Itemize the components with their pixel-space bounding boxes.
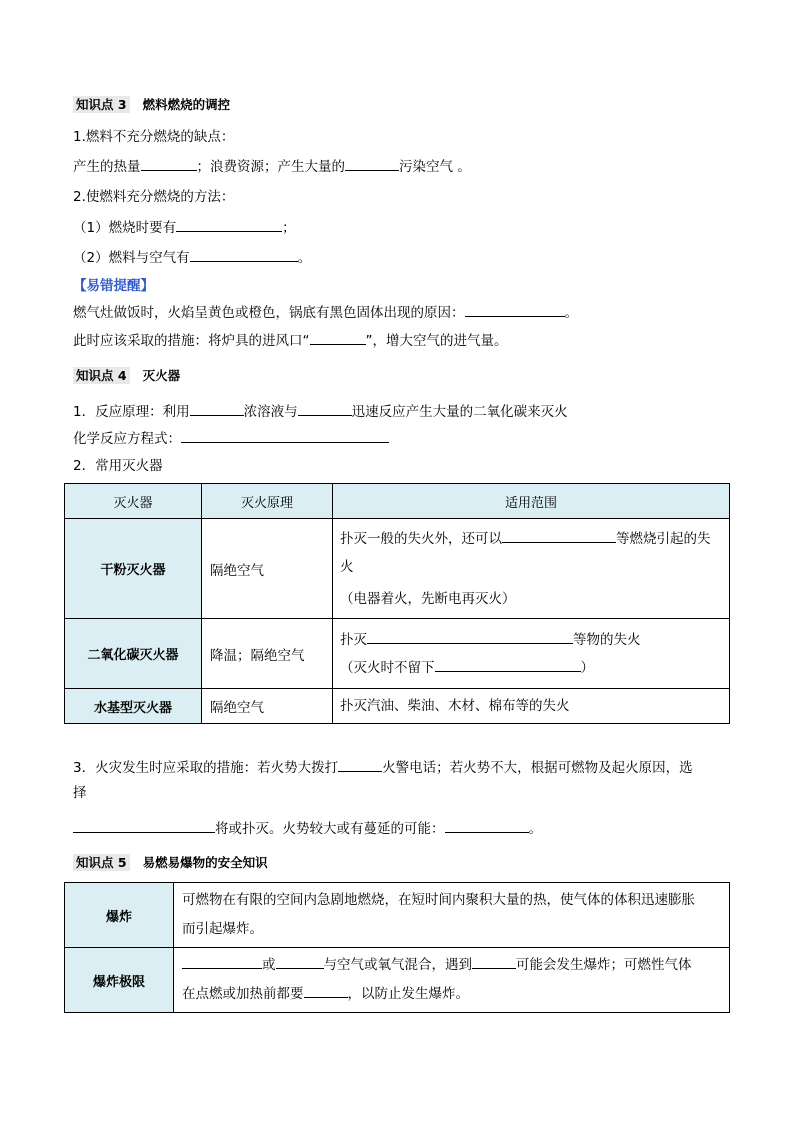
table-row bbox=[65, 948, 730, 1013]
blank[interactable] bbox=[181, 428, 389, 443]
extinguisher-name: 二氧化碳灭火器 bbox=[65, 619, 202, 689]
blank[interactable] bbox=[141, 156, 197, 171]
s4-principle: 1．反应原理：利用 浓溶液与 迅速反应产生大量的二氧化碳来灭火 bbox=[73, 401, 568, 422]
s3-method-2: （2）燃料与空气有 。 bbox=[73, 247, 311, 268]
section-5-heading bbox=[73, 853, 268, 873]
extinguisher-principle: 隔绝空气 bbox=[202, 519, 333, 619]
section-4-title: 灭火器 bbox=[142, 368, 181, 383]
s3-point-1: 1.燃料不充分燃烧的缺点： bbox=[73, 129, 235, 145]
s4-common-extinguishers: 2．常用灭火器 bbox=[73, 458, 163, 474]
blank[interactable] bbox=[502, 528, 616, 543]
section-5-title: 易燃易爆物的安全知识 bbox=[142, 855, 268, 870]
extinguisher-scope: 扑灭 等物的失火 （灭火时不留下 ） bbox=[333, 619, 730, 689]
blank[interactable] bbox=[465, 302, 565, 317]
blank[interactable] bbox=[190, 401, 244, 416]
term-explosion-limit: 爆炸极限 bbox=[65, 948, 174, 1013]
table-row bbox=[65, 883, 730, 948]
blank[interactable] bbox=[345, 156, 399, 171]
section-3-heading bbox=[73, 95, 230, 115]
blank[interactable] bbox=[435, 657, 581, 672]
section-4-heading bbox=[73, 366, 180, 386]
s4-fire-measures-end: 将或扑灭。火势较大或有蔓延的可能： 。 bbox=[73, 818, 542, 839]
table-row bbox=[65, 689, 730, 724]
extinguisher-scope: 扑灭汽油、柴油、木材、棉布等的失火 bbox=[333, 689, 730, 724]
extinguisher-table bbox=[64, 483, 730, 724]
extinguisher-name: 干粉灭火器 bbox=[65, 519, 202, 619]
blank[interactable] bbox=[298, 401, 352, 416]
s3-method-1: （1）燃烧时要有 ； bbox=[73, 217, 296, 238]
s3-tip-text: 燃气灶做饭时，火焰呈黄色或橙色，锅底有黑色固体出现的原因： 。 bbox=[73, 302, 578, 323]
extinguisher-scope: 扑灭一般的失火外，还可以 等燃烧引起的失 火 （电器着火，先断电再灭火） bbox=[333, 519, 730, 619]
blank[interactable] bbox=[310, 330, 366, 345]
blank[interactable] bbox=[367, 629, 573, 644]
definition-explosion: 可燃物在有限的空间内急剧地燃烧，在短时间内聚积大量的热，使气体的体积迅速膨胀 而引起爆炸。 bbox=[174, 883, 730, 948]
extinguisher-name: 水基型灭火器 bbox=[65, 689, 202, 724]
section-5-tag: 知识点 5 bbox=[73, 854, 130, 871]
blank[interactable] bbox=[73, 818, 215, 833]
s4-equation: 化学反应方程式： bbox=[73, 428, 389, 449]
definition-explosion-limit: 或 与空气或氧气混合，遇到 可能会发生爆炸；可燃性气体 在点燃或加热前都要 ，以防止发生爆炸。 bbox=[174, 948, 730, 1013]
blank[interactable] bbox=[182, 954, 262, 969]
blank[interactable] bbox=[445, 818, 529, 833]
section-4-tag: 知识点 4 bbox=[73, 367, 130, 384]
blank[interactable] bbox=[338, 757, 382, 772]
header-principle: 灭火原理 bbox=[202, 484, 333, 519]
explosion-table bbox=[64, 882, 730, 1013]
s3-point-1-detail: 产生的热量 ；浪费资源；产生大量的 污染空气 。 bbox=[73, 156, 471, 177]
s4-fire-measures-cont: 择 bbox=[73, 785, 87, 801]
table-row bbox=[65, 619, 730, 689]
section-3-title: 燃料燃烧的调控 bbox=[142, 97, 231, 112]
table-row bbox=[65, 519, 730, 619]
extinguisher-principle: 降温；隔绝空气 bbox=[202, 619, 333, 689]
blank[interactable] bbox=[304, 983, 348, 998]
blank[interactable] bbox=[176, 217, 282, 232]
term-explosion: 爆炸 bbox=[65, 883, 174, 948]
blank[interactable] bbox=[472, 954, 516, 969]
error-tip-label: 【易错提醒】 bbox=[73, 278, 154, 294]
s3-point-2: 2.使燃料充分燃烧的方法： bbox=[73, 189, 235, 205]
extinguisher-principle: 隔绝空气 bbox=[202, 689, 333, 724]
s4-fire-measures: 3．火灾发生时应采取的措施：若火势大拨打 火警电话；若火势不大，根据可燃物及起火原因，选 bbox=[73, 757, 693, 778]
header-extinguisher: 灭火器 bbox=[65, 484, 202, 519]
header-scope: 适用范围 bbox=[333, 484, 730, 519]
table-header-row bbox=[65, 484, 730, 519]
s3-tip-measure: 此时应该采取的措施：将炉具的进风口“ ”，增大空气的进气量。 bbox=[73, 330, 508, 351]
blank[interactable] bbox=[190, 247, 298, 262]
blank[interactable] bbox=[276, 954, 324, 969]
section-3-tag: 知识点 3 bbox=[73, 96, 130, 113]
